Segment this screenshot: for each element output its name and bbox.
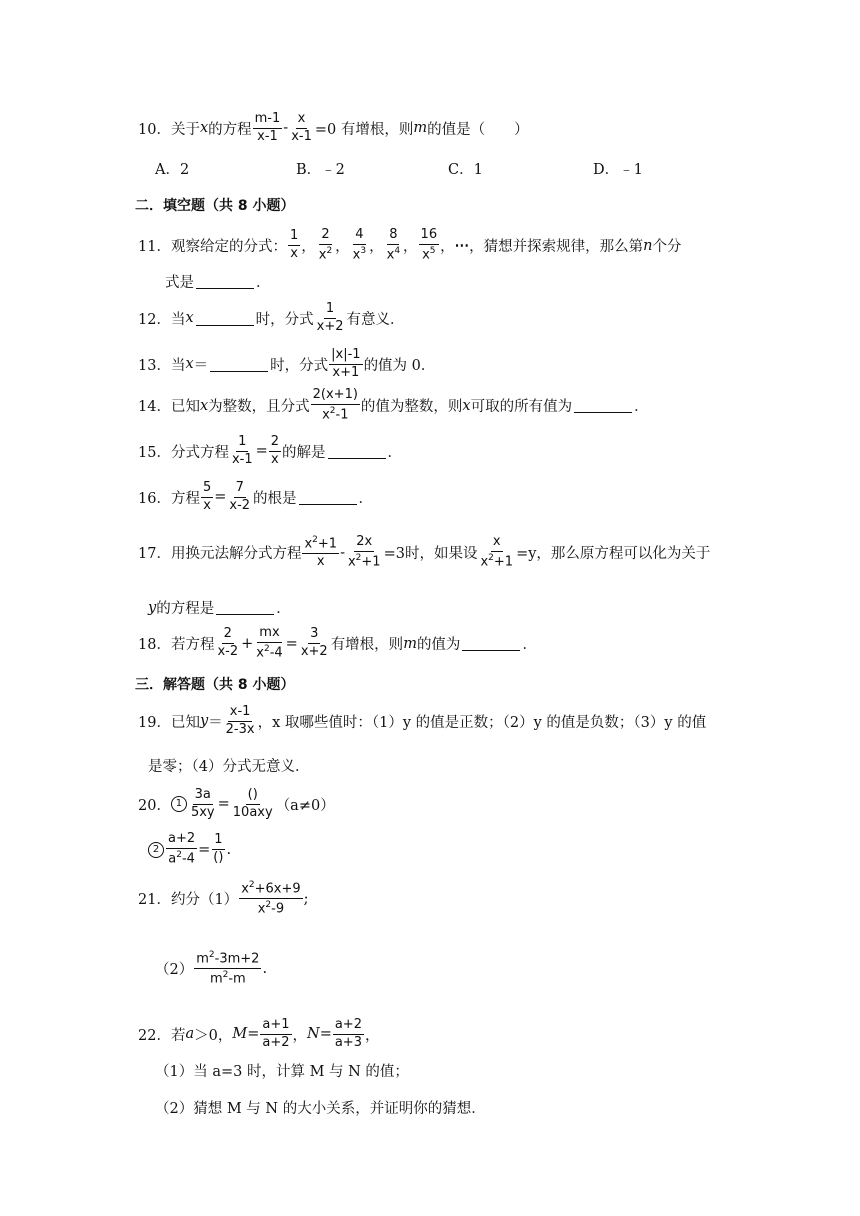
question-11: 11． 观察给定的分式： $\frac{1}{x}$ ， $\frac{2}{x^2}$ ， $\frac{4}{x^3}$ ， $\frac{8}{x^4}$ ， $\frac{16}{x^5}$ ， ⋯ ，猜想并探索规律，那么第 n 个分 <box>138 227 682 263</box>
fraction: $\frac{1}{()}$ <box>213 832 224 866</box>
fraction: $\frac{2}{x-2}$ <box>217 626 239 660</box>
fraction: $\frac{2x}{x^2+1}$ <box>347 534 381 570</box>
question-11-line2: 式是 ． <box>165 275 271 291</box>
answer-blank <box>328 444 386 459</box>
fraction: $\frac{7}{x-2}$ <box>229 480 251 513</box>
section-title: 二．填空题（共 8 小题） <box>135 198 295 214</box>
fraction: $\frac{x-1}{2-3x}$ <box>225 704 255 737</box>
fraction: $\frac{a+2}{a+3}$ <box>334 1017 362 1050</box>
question-21-part2: （2） $\frac{m^2-3m+2}{m^2-m}$ . <box>155 950 268 987</box>
fraction: $\frac{x^2+1}{x}$ <box>304 535 338 570</box>
question-16: 16． 方程 $\frac{5}{x}$ = $\frac{7}{x-2}$ 的根是 ． <box>138 480 374 513</box>
section-title: 三．解答题（共 8 小题） <box>135 677 295 693</box>
fraction: $\frac{m-1}{x-1}$ <box>254 111 281 144</box>
answer-blank <box>196 311 254 326</box>
fraction: $\frac{1}{x+2}$ <box>316 301 344 334</box>
question-19: 19． 已知 y ＝ $\frac{x-1}{2-3x}$ ，x 取哪些值时：（1）y 的值是正数；（2）y 的值是负数；（3）y 的值 <box>138 704 707 737</box>
option-a: A．2 <box>155 162 190 178</box>
fraction: $\frac{mx}{x^2-4}$ <box>256 625 283 661</box>
question-18: 18． 若方程 $\frac{2}{x-2}$ + $\frac{mx}{x^2-4}$ = $\frac{3}{x+2}$ 有增根，则 m 的值为 ． <box>138 625 537 661</box>
answer-blank <box>299 490 357 505</box>
fraction: $\frac{8}{x^4}$ <box>386 227 401 263</box>
fraction: $\frac{x}{x^2+1}$ <box>480 534 514 570</box>
question-22-part1: （1）当 a=3 时，计算 M 与 N 的值； <box>155 1064 409 1080</box>
option-b: B．﹣2 <box>296 162 345 178</box>
fraction: $\frac{x^2+6x+9}{x^2-9}$ <box>241 880 301 917</box>
fraction: $\frac{m^2-3m+2}{m^2-m}$ <box>196 950 260 987</box>
question-20-part2: 2 $\frac{a+2}{a^2-4}$ = $\frac{1}{()}$ . <box>148 832 231 867</box>
question-15: 15． 分式方程 $\frac{1}{x-1}$ = $\frac{2}{x}$ 的解是 ． <box>138 434 403 467</box>
question-22: 22． 若 a ＞0， M = $\frac{a+1}{a+2}$ ， N = $\frac{a+2}{a+3}$ ， <box>138 1017 380 1050</box>
question-12: 12． 当 x 时，分式 $\frac{1}{x+2}$ 有意义． <box>138 301 405 334</box>
question-22-part2: （2）猜想 M 与 N 的大小关系，并证明你的猜想． <box>155 1101 486 1117</box>
fraction: $\frac{1}{x}$ <box>289 228 299 262</box>
fraction: $\frac{a+2}{a^2-4}$ <box>168 831 196 867</box>
question-14: 14． 已知 x 为整数，且分式 $\frac{2(x+1)}{x^2-1}$ 的值为整数，则 x 可取的所有值为 ． <box>138 387 649 423</box>
fraction: $\frac{5}{x}$ <box>202 480 212 513</box>
fraction: $\frac{1}{x-1}$ <box>231 434 253 467</box>
fraction: $\frac{3}{x+2}$ <box>300 626 328 660</box>
fraction: $\frac{16}{x^5}$ <box>420 227 438 263</box>
fraction: $\frac{x}{x-1}$ <box>291 111 312 144</box>
fraction: $\frac{4}{x^3}$ <box>352 227 367 263</box>
option-d: D．﹣1 <box>593 162 643 178</box>
circled-number: 2 <box>148 842 164 858</box>
fraction: $\frac{|x|-1}{x+1}$ <box>331 347 361 380</box>
question-13: 13． 当 x ＝ 时，分式 $\frac{|x|-1}{x+1}$ 的值为 0． <box>138 347 436 380</box>
circled-number: 1 <box>171 796 187 812</box>
fraction: $\frac{3a}{5xy}$ <box>190 787 215 820</box>
question-10: 10． 关于 x 的方程 $\frac{m-1}{x-1}$ - $\frac{x}{x-1}$ =0 有增根，则 m 的值是（ ） <box>138 111 529 144</box>
answer-blank <box>462 636 520 651</box>
question-17-line2: y 的方程是 ． <box>148 599 291 617</box>
answer-blank <box>210 357 268 372</box>
fraction: $\frac{2}{x}$ <box>270 434 280 467</box>
fraction: $\frac{2}{x^2}$ <box>318 227 333 263</box>
option-c: C．1 <box>448 162 483 178</box>
answer-blank <box>216 600 274 615</box>
fraction: $\frac{()}{\text{10axy}}$ <box>232 787 273 820</box>
fraction: $\frac{a+1}{a+2}$ <box>262 1017 290 1050</box>
question-21: 21． 约分（1） $\frac{x^2+6x+9}{x^2-9}$ ; <box>138 880 309 917</box>
question-20: 20． 1 $\frac{3a}{5xy}$ = $\frac{()}{\text{10axy}}$ （a≠0） <box>138 787 335 820</box>
answer-blank <box>574 398 632 413</box>
fraction: $\frac{2(x+1)}{x^2-1}$ <box>312 387 358 423</box>
question-19-line2: 是零；（4）分式无意义． <box>148 759 310 775</box>
answer-blank <box>196 274 254 289</box>
question-17: 17． 用换元法解分式方程 $\frac{x^2+1}{x}$ - $\frac{2x}{x^2+1}$ =3时，如果设 $\frac{x}{x^2+1}$ =y，那么原方程可以化为关于 <box>138 534 711 570</box>
